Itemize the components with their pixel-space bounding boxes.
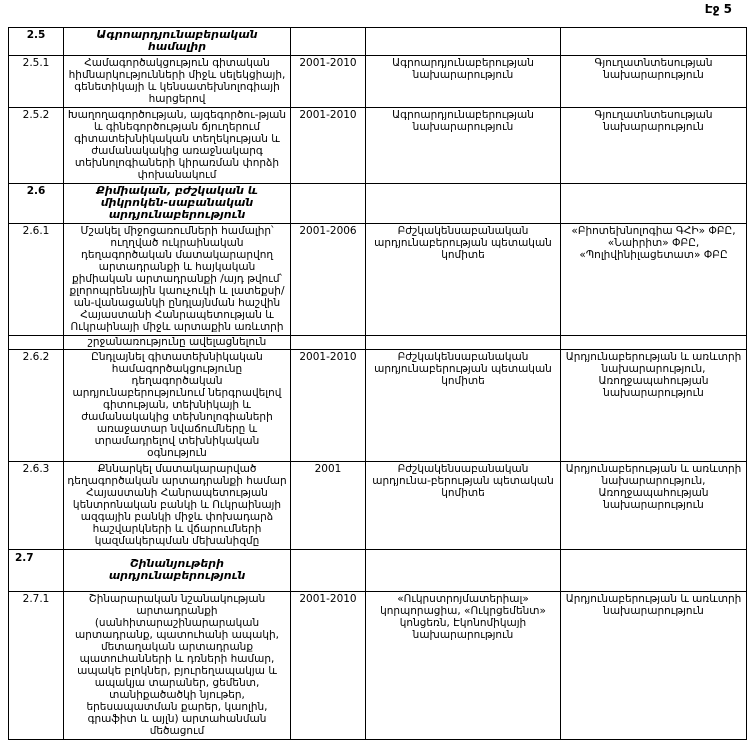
executor-cell: Բժշկակենսաբանական արդյունաբերության պետական կոմիտե [366, 224, 561, 336]
partner-cell [561, 550, 747, 592]
partner-cell: Արդյունաբերության և առևտրի նախարարություն, Առողջապահության նախարարություն [561, 462, 747, 550]
years-cell: 2001 [291, 462, 366, 550]
row-number: 2.6.2 [9, 350, 64, 462]
years-cell: 2001-2006 [291, 224, 366, 336]
years-cell: 2001-2010 [291, 108, 366, 184]
executor-cell: Ագրոարդյունաբերության նախարարություն [366, 108, 561, 184]
years-cell [291, 550, 366, 592]
section-number: 2.7 [9, 550, 64, 592]
section-number: 2.6 [9, 184, 64, 224]
table-row-2-5-1 [9, 56, 747, 108]
section-title: Շինանյութերի արդյունաբերություն [64, 550, 291, 592]
row-number: 2.5.2 [9, 108, 64, 184]
executor-cell: Բժշկակենսաբանական արդյունաբերության պետական կոմիտե [366, 350, 561, 462]
activity-cell: Խաղողագործության, այգեգործու-թյան և գինեգործության ճյուղերում գիտատեխնիկական տեղեկության և ժամանակակից առաջնակարգ տեխնոլոգիաների կիրառման փորձի փոխանակում [64, 108, 291, 184]
table-row-2-6-2 [9, 350, 747, 462]
activity-cell: Շինարարական նշանակության արտադրանքի (սանհիտարաշինարարական արտադրանք, պատուհանի ապակի, մետաղական արտադրանք պատուհանների և դռների համար, ապակե բլոկներ, բյուրեղապակյա և ապակյա տարաներ, ցեմենտ, տանիքածածկի նյութեր, երեսապատման քարեր, կաոլին, գրաֆիտ և այլն) արտահանման մեծացում [64, 592, 291, 740]
activity-cell: Ընդլայնել գիտատեխնիկական համագործակցությունը դեղագործական արդյունաբերությունում ներգրավելով գիտության, տեխնիկայի և ժամանակակից տեխնոլոգիաների առաջատար նվաճումները և տրամադրելով տեխնիկական օգնություն [64, 350, 291, 462]
activities-table [8, 27, 747, 740]
partner-cell [561, 28, 747, 56]
activity-cell: Քննարկել մատակարարված դեղագործական արտադրանքի համար Հայաստանի Հանրապետության կենտրոնական բանկի և Ուկրաինայի ազգային բանկի միջև փոխադարձ հաշվարկների և վճարումների կազմակերպման մեխանիզմը [64, 462, 291, 550]
executor-cell: «Ուկրստրոյմատերիալ» կորպորացիա, «Ուկրցեմենտ» կոնցեռն, Էկոնոմիկայի նախարարություն [366, 592, 561, 740]
executor-cell [366, 28, 561, 56]
partner-cell: «Բիոտեխնոլոգիա ԳՀԻ» ՓԲԸ, «Նաիրիտ» ՓԲԸ, «Պոլիվինիլացետատ» ՓԲԸ [561, 224, 747, 336]
section-row-2-7 [9, 550, 747, 592]
years-cell: 2001-2010 [291, 592, 366, 740]
executor-cell [366, 550, 561, 592]
row-number: 2.7.1 [9, 592, 64, 740]
executor-cell: Ագրոարդյունաբերության նախարարություն [366, 56, 561, 108]
section-number: 2.5 [9, 28, 64, 56]
activity-cell: Համագործակցություն գիտական հիմնարկությունների միջև սելեկցիայի, գենետիկայի և կենսատեխնոլոգիայի հարցերով [64, 56, 291, 108]
years-cell: 2001-2010 [291, 56, 366, 108]
years-cell [291, 184, 366, 224]
row-number: 2.6.1 [9, 224, 64, 336]
row-number: 2.6.3 [9, 462, 64, 550]
years-cell: 2001-2010 [291, 350, 366, 462]
partner-cell [561, 184, 747, 224]
table-row-2-6-3 [9, 462, 747, 550]
table-row-2-7-1 [9, 592, 747, 740]
section-title: Քիմիական, բժշկական և միկրոկեն-սաբանական արդյունաբերություն [64, 184, 291, 224]
activity-cell: շրջանառությունը ավելացնելուն [64, 336, 291, 350]
partner-cell: Գյուղատնտեսության նախարարություն [561, 56, 747, 108]
partner-cell [561, 336, 747, 350]
partner-cell: Արդյունաբերության և առևտրի նախարարություն [561, 592, 747, 740]
section-title: Ագրոարդյունաբերական համալիր [64, 28, 291, 56]
table-row-2-5-2 [9, 108, 747, 184]
years-cell [291, 28, 366, 56]
executor-cell [366, 184, 561, 224]
section-row-2-5 [9, 28, 747, 56]
row-number [9, 336, 64, 350]
executor-cell [366, 336, 561, 350]
activity-cell: Մշակել միջոցառումների համալիր՝ ուղղված ուկրաինական դեղագործական մատակարարվող արտադրանքի և հայկական քիմիական արտադրանքի /այդ թվում՝ քլորոպրենային կաուչուկի և լատեքսի/ ան-վանացանկի ընդլայնման հաշվին Հայաստանի Հանրապետության և Ուկրաինայի միջև արտաքին առևտրի [64, 224, 291, 336]
table-row-2-6-1-continuation [9, 336, 747, 350]
section-row-2-6 [9, 184, 747, 224]
years-cell [291, 336, 366, 350]
page-number-label: Էջ 5 [704, 2, 732, 16]
partner-cell: Արդյունաբերության և առևտրի նախարարություն, Առողջապահության նախարարություն [561, 350, 747, 462]
row-number: 2.5.1 [9, 56, 64, 108]
table-row-2-6-1 [9, 224, 747, 336]
partner-cell: Գյուղատնտեսության նախարարություն [561, 108, 747, 184]
executor-cell: Բժշկակենսաբանական արդյունա-բերության պետական կոմիտե [366, 462, 561, 550]
